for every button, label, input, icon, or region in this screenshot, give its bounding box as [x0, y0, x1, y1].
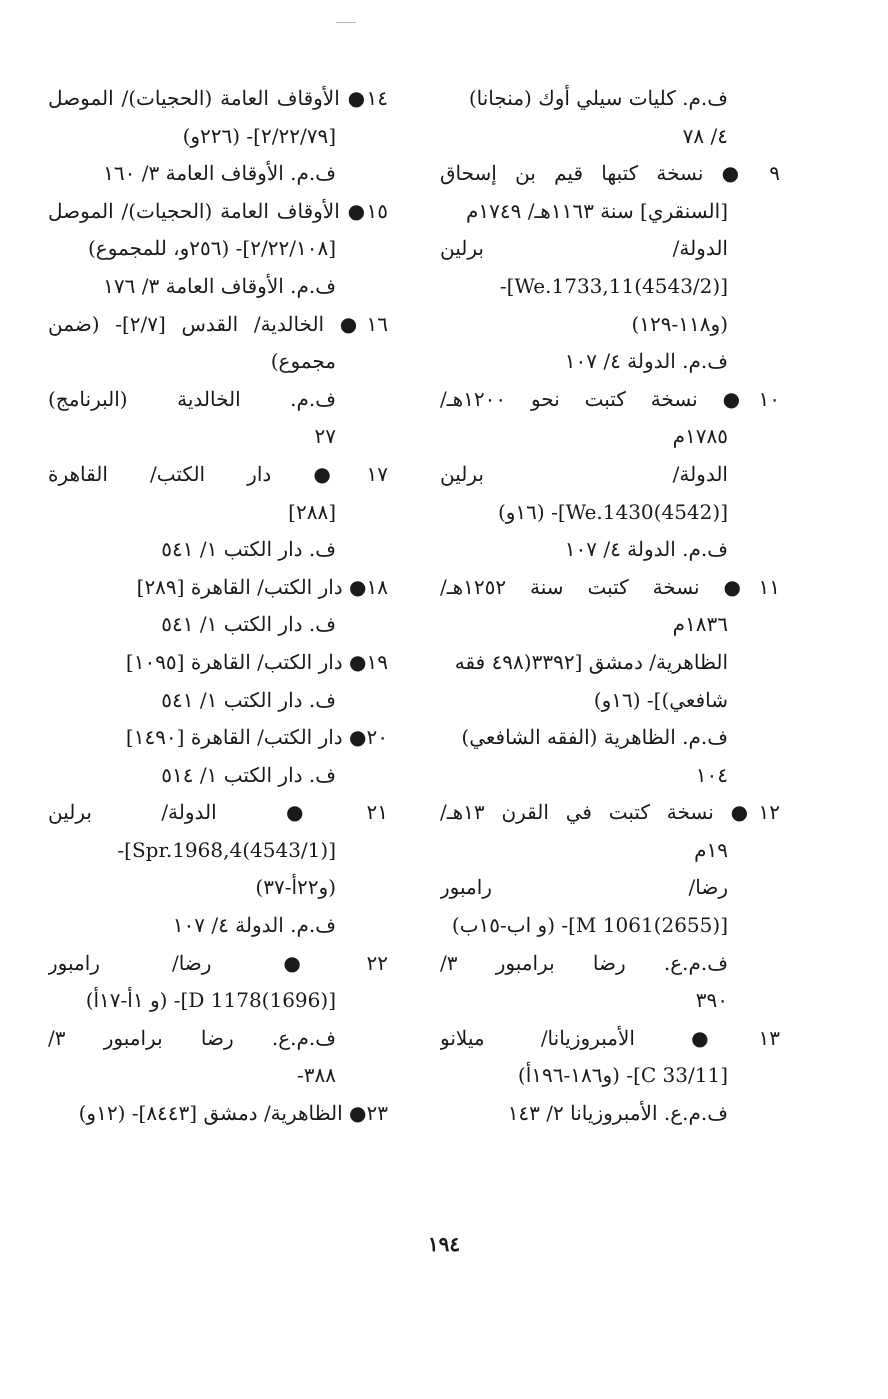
text-line: [٢/٢٢/٧٩]- (٢٢٦و): [182, 123, 336, 148]
text-line: ١٩م: [694, 837, 728, 862]
text-line: رضا/ رامبور: [440, 875, 728, 900]
text-line: ١٢● نسخة كتبت في القرن ١٣هـ/: [440, 800, 780, 825]
text-line: [(4542)We.1430]- (١٦و): [497, 499, 728, 524]
text-line: ف. دار الكتب ١/ ٥١٤: [161, 762, 336, 787]
text-line: [٢٨٨]: [288, 499, 336, 524]
text-line: [(2655)1061 M]- (و اب-١٥ب): [451, 913, 728, 938]
text-line: (و١١٨-١٢٩): [631, 311, 728, 336]
text-line: ٢٠● دار الكتب/ القاهرة [١٤٩٠]: [125, 725, 388, 750]
right-column: [440, 80, 780, 1133]
text-line: ٢٢● رضا/ رامبور: [48, 950, 388, 975]
text-line: ف.م. الظاهرية (الفقه الشافعي): [461, 725, 728, 750]
text-line: (و٢٢أ-٣٧): [255, 875, 336, 900]
text-line: ف. دار الكتب ١/ ٥٤١: [161, 612, 336, 637]
text-line: الدولة/ برلين: [440, 461, 728, 486]
text-line: ف. دار الكتب ١/ ٥٤١: [161, 687, 336, 712]
text-line: ١٠٤: [695, 762, 728, 787]
text-line: ٢١● الدولة/ برلين: [48, 800, 388, 825]
text-line: مجموع): [270, 349, 336, 374]
text-line: الظاهرية/ دمشق [٣٣٩٢(٤٩٨ فقه: [454, 649, 728, 674]
text-line: [C 33/11]- (و١٨٦-١٩٦أ): [517, 1063, 728, 1088]
text-line: ١٤● الأوقاف العامة (الحجيات)/ الموصل: [48, 86, 388, 110]
text-line: ٣٨٨-: [297, 1063, 336, 1088]
text-line: ف.م. الدولة ٤/ ١٠٧: [172, 913, 336, 938]
scan-mark: [336, 22, 356, 23]
left-column: [48, 80, 388, 1133]
text-line: ٤/ ٧٨: [682, 123, 728, 148]
text-line: ١٩● دار الكتب/ القاهرة [١٠٩٥]: [125, 649, 388, 674]
text-line: ١٨● دار الكتب/ القاهرة [٢٨٩]: [136, 574, 388, 599]
text-line: ف.م.ع. رضا برامبور ٣/: [440, 950, 728, 975]
text-line: ٩ ● نسخة كتبها قيم بن إسحاق: [440, 161, 780, 186]
text-line: ١٥● الأوقاف العامة (الحجيات)/ الموصل: [48, 198, 388, 223]
text-line: ٣٩٠: [695, 988, 728, 1013]
text-line: ١٠● نسخة كتبت نحو ١٢٠٠هـ/: [440, 386, 780, 411]
text-line: ١٦● الخالدية/ القدس [٢/٧]- (ضمن: [48, 311, 388, 336]
text-line: [(4543/1)Spr.1968,4]-: [117, 837, 336, 862]
text-line: ٢٣● الظاهرية/ دمشق [٨٤٤٣]- (١٢و): [78, 1101, 388, 1126]
text-line: [(4543/2)We.1733,11]-: [499, 273, 728, 298]
text-line: ١٨٣٦م: [672, 612, 728, 637]
text-line: ٢٧: [314, 424, 336, 449]
text-line: [السنقري] سنة ١١٦٣هـ/ ١٧٤٩م: [465, 198, 728, 223]
text-line: ف.م.ع. الأمبروزيانا ٢/ ١٤٣: [507, 1101, 728, 1126]
page-number: ١٩٤: [427, 1232, 461, 1256]
text-line: ف. دار الكتب ١/ ٥٤١: [161, 537, 336, 562]
text-line: ف.م. الخالدية (البرنامج): [48, 386, 336, 411]
text-line: ف.م. الدولة ٤/ ١٠٧: [564, 349, 728, 374]
text-line: ١٧● دار الكتب/ القاهرة: [48, 461, 388, 486]
text-line: [(1696)1178 D]- (و ١أ-١٧أ): [85, 988, 336, 1013]
text-line: ف.م.ع. رضا برامبور ٣/: [48, 1025, 336, 1050]
text-line: ف.م. الأوقاف العامة ٣/ ١٧٦: [103, 273, 336, 298]
text-line: [٢/٢٢/١٠٨]- (٢٥٦و، للمجموع): [87, 236, 336, 261]
text-line: شافعي)]- (١٦و): [593, 687, 728, 712]
text-line: ف.م. الأوقاف العامة ٣/ ١٦٠: [103, 161, 336, 186]
text-line: الدولة/ برلين: [440, 236, 728, 261]
text-line: ف.م. الدولة ٤/ ١٠٧: [564, 537, 728, 562]
text-line: ف.م. كليات سيلي أوك (منجانا): [468, 86, 728, 110]
text-line: ١١● نسخة كتبت سنة ١٢٥٢هـ/: [440, 574, 780, 599]
text-line: ١٧٨٥م: [672, 424, 728, 449]
text-line: ١٣● الأمبروزيانا/ ميلانو: [440, 1025, 780, 1050]
